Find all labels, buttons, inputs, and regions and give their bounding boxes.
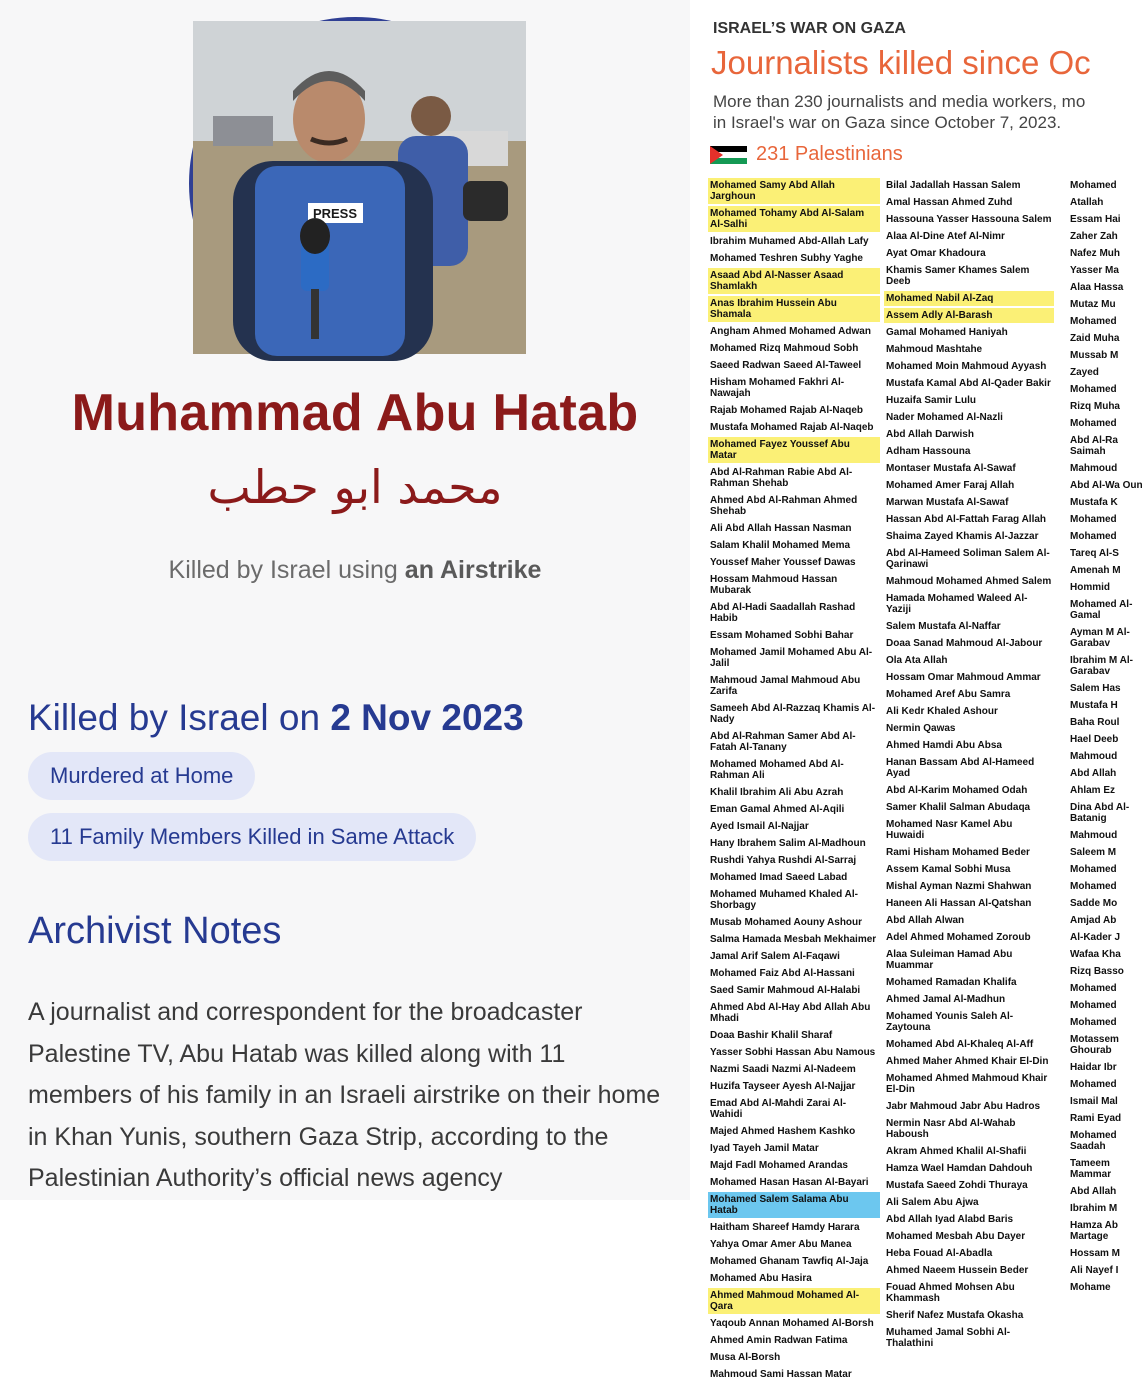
- journalist-name: Khalil Ibrahim Ali Abu Azrah: [710, 787, 844, 798]
- journalist-name: Abd Allah Iyad Alabd Baris: [886, 1214, 1014, 1225]
- journalist-name: Saed Samir Mahmoud Al-Halabi: [710, 985, 861, 996]
- journalist-name: Assem Kamal Sobhi Musa: [886, 864, 1011, 875]
- journalist-name: Ahmed Hamdi Abu Absa: [886, 740, 1002, 751]
- journalist-name: Mohamed Abd Al-Khaleq Al-Aff: [886, 1039, 1034, 1050]
- tag-family-killed[interactable]: 11 Family Members Killed in Same Attack: [28, 813, 476, 861]
- journalist-name: Mustafa H: [1070, 700, 1118, 711]
- journalist-name: Ahmed Abd Al-Rahman Ahmed Shehab: [710, 495, 858, 517]
- journalist-name: Mohamed Younis Saleh Al-Zaytouna: [886, 1011, 1014, 1033]
- journalist-name: Musab Mohamed Aouny Ashour: [710, 917, 863, 928]
- journalist-name: Fouad Ahmed Mohsen Abu Khammash: [886, 1282, 1015, 1304]
- journalist-name: Mishal Ayman Nazmi Shahwan: [886, 881, 1032, 892]
- journalist-name: Hassan Abd Al-Fattah Farag Allah: [886, 514, 1047, 525]
- journalist-name: Mohamed Nasr Kamel Abu Huwaidi: [886, 819, 1013, 841]
- journalist-name: Mohamed Teshren Subhy Yaghe: [710, 253, 863, 264]
- journalist-name: Tareq Al-S: [1070, 548, 1119, 559]
- journalist-name: Hamza Wael Hamdan Dahdouh: [886, 1163, 1033, 1174]
- journalist-name: Nermin Qawas: [886, 723, 956, 734]
- journalist-name: Mohamed: [1070, 1000, 1117, 1011]
- journalist-name: Salam Khalil Mohamed Mema: [710, 540, 851, 551]
- notes-text: A journalist and correspondent for the broadcaster Palestine TV, Abu Hatab was killed along with 11 members of his family in an Israeli airstrike on their home in Khan Yunis, southern Gaza Strip, according to the Palestinian Authority’s official news agency: [28, 998, 661, 1192]
- subtitle-line-2: in Israel's war on Gaza since October 7, 2023.: [713, 113, 1062, 132]
- journalist-name: Tameem Mammar: [1070, 1158, 1112, 1180]
- journalist-name: Angham Ahmed Mohamed Adwan: [710, 326, 871, 337]
- journalist-name: Mohamed: [1070, 180, 1117, 191]
- palestinians-count: 231 Palestinians: [756, 143, 903, 165]
- journalist-name: Mahmoud Sami Hassan Matar: [710, 1369, 852, 1380]
- journalist-name: Mohamed: [1070, 1017, 1117, 1028]
- journalist-name: Abd Al-Rahman Samer Abd Al-Fatah Al-Tanany: [710, 731, 856, 753]
- journalist-name: Saleem M: [1070, 847, 1117, 858]
- journalist-name: Alaa Al-Dine Atef Al-Nimr: [886, 231, 1005, 242]
- journalist-name: Haneen Ali Hassan Al-Qatshan: [886, 898, 1032, 909]
- journalist-name: Sadde Mo: [1070, 898, 1118, 909]
- journalist-name: Mohamed: [1070, 983, 1117, 994]
- journalist-name: Hisham Mohamed Fakhri Al-Nawajah: [710, 377, 845, 399]
- journalist-name: Alaa Hassa: [1070, 282, 1124, 293]
- journalist-name: Abd Al-Wa Oun: [1070, 480, 1143, 491]
- subtitle-line-1: More than 230 journalists and media workers, mo: [713, 92, 1086, 111]
- journalist-name: Gamal Mohamed Haniyah: [886, 327, 1008, 338]
- journalist-name: Nazmi Saadi Nazmi Al-Nadeem: [710, 1064, 856, 1075]
- journalist-name: Abd Allah: [1070, 1186, 1117, 1197]
- journalist-name: Mustafa Saeed Zohdi Thuraya: [886, 1180, 1028, 1191]
- journalist-name: Mohamed: [1070, 384, 1117, 395]
- journalist-name: Mustafa K: [1070, 497, 1118, 508]
- journalist-name: Samer Khalil Salman Abudaqa: [886, 802, 1031, 813]
- journalist-name: Mohamed Ghanam Tawfiq Al-Jaja: [710, 1256, 869, 1267]
- journalist-name: Marwan Mustafa Al-Sawaf: [886, 497, 1009, 508]
- journalist-name: Haitham Shareef Hamdy Harara: [710, 1222, 860, 1233]
- journalist-name: Mahmoud: [1070, 463, 1118, 474]
- journalist-name: Jabr Mahmoud Jabr Abu Hadros: [886, 1101, 1041, 1112]
- journalist-name: Huzaifa Samir Lulu: [886, 395, 977, 406]
- journalist-name: Musa Al-Borsh: [710, 1352, 781, 1363]
- infographic-title: Journalists killed since Oc: [711, 44, 1091, 81]
- journalist-name: Nader Mohamed Al-Nazli: [886, 412, 1003, 423]
- names-column-3: [1068, 178, 1148, 1297]
- journalist-name: Hossam M: [1070, 1248, 1121, 1259]
- journalist-name: Huzifa Tayseer Ayesh Al-Najjar: [710, 1081, 856, 1092]
- journalist-name: Sherif Nafez Mustafa Okasha: [886, 1310, 1024, 1321]
- names-column-2: [884, 178, 1054, 1353]
- journalist-name: Amenah M: [1070, 565, 1121, 576]
- journalist-name: Wafaa Kha: [1070, 949, 1121, 960]
- journalist-name: Hael Deeb: [1070, 734, 1119, 745]
- journalist-name: Adel Ahmed Mohamed Zoroub: [886, 932, 1031, 943]
- journalist-name: Mohamed: [1070, 531, 1117, 542]
- names-column-1: [708, 178, 880, 1384]
- journalist-name: Salem Has: [1070, 683, 1121, 694]
- journalist-name: Ahmed Naeem Hussein Beder: [886, 1265, 1029, 1276]
- name-arabic: محمد ابو حطب: [207, 460, 503, 514]
- journalist-name: Abd Allah: [1070, 768, 1117, 779]
- journalist-name: Mohamed Imad Saeed Labad: [710, 872, 848, 883]
- journalist-name: Shaima Zayed Khamis Al-Jazzar: [886, 531, 1039, 542]
- journalist-name: Ayman M Al-Garabav: [1070, 627, 1130, 649]
- journalist-name: Alaa Suleiman Hamad Abu Muammar: [886, 949, 1013, 971]
- journalist-name: Mohamed Fayez Youssef Abu Matar: [708, 437, 880, 463]
- journalist-name: Ayat Omar Khadoura: [886, 248, 986, 259]
- journalist-name: Heba Fouad Al-Abadla: [886, 1248, 993, 1259]
- journalist-name: Rajab Mohamed Rajab Al-Naqeb: [710, 405, 863, 416]
- infographic-image: [690, 0, 1143, 1380]
- journalist-name: Doaa Bashir Khalil Sharaf: [710, 1030, 833, 1041]
- journalist-name: Mohamed Amer Faraj Allah: [886, 480, 1015, 491]
- journalist-name: Montaser Mustafa Al-Sawaf: [886, 463, 1016, 474]
- journalist-name: Haidar Ibr: [1070, 1062, 1117, 1073]
- journalist-name: Mahmoud Mashtahe: [886, 344, 983, 355]
- journalist-name: Hamada Mohamed Waleed Al-Yaziji: [886, 593, 1028, 615]
- killed-by-line: [0, 556, 710, 585]
- date-prefix: Killed by Israel on: [28, 697, 321, 738]
- journalist-name: Khamis Samer Khames Salem Deeb: [886, 265, 1030, 287]
- journalist-name: Rizq Basso: [1070, 966, 1124, 977]
- journalist-name: Mutaz Mu: [1070, 299, 1116, 310]
- journalist-name: Hanan Bassam Abd Al-Hameed Ayad: [886, 757, 1035, 779]
- journalist-name: Mustafa Mohamed Rajab Al-Naqeb: [710, 422, 874, 433]
- journalist-name: Rushdi Yahya Rushdi Al-Sarraj: [710, 855, 857, 866]
- journalist-name: Mohamed Jamil Mohamed Abu Al-Jalil: [710, 647, 873, 669]
- journalist-name: Eman Gamal Ahmed Al-Aqili: [710, 804, 845, 815]
- journalist-name: Al-Kader J: [1070, 932, 1121, 943]
- journalist-name: Zayed: [1070, 367, 1099, 378]
- journalist-name: Mohamed Rizq Mahmoud Sobh: [710, 343, 859, 354]
- journalist-name: Ahmed Jamal Al-Madhun: [886, 994, 1006, 1005]
- journalist-name: Assem Adly Al-Barash: [884, 308, 1054, 323]
- journalist-name: Mohamed Tohamy Abd Al-Salam Al-Salhi: [708, 206, 880, 232]
- journalist-name: Akram Ahmed Khalil Al-Shafii: [886, 1146, 1027, 1157]
- journalist-name: Mohamed Nabil Al-Zaq: [884, 291, 1054, 306]
- journalist-name: Abd Allah Darwish: [886, 429, 974, 440]
- infographic-subtitle: [713, 91, 1133, 133]
- journalist-name: Ahmed Abd Al-Hay Abd Allah Abu Mhadi: [710, 1002, 871, 1024]
- notes-title: Archivist Notes: [28, 910, 282, 952]
- journalist-name: Ali Salem Abu Ajwa: [886, 1197, 979, 1208]
- journalist-name: Abd Al-Karim Mohamed Odah: [886, 785, 1028, 796]
- journalist-name: Rami Hisham Mohamed Beder: [886, 847, 1030, 858]
- journalist-name: Majed Ahmed Hashem Kashko: [710, 1126, 856, 1137]
- name-english: Muhammad Abu Hatab: [71, 384, 639, 442]
- journalist-name: Abd Al-Hadi Saadallah Rashad Habib: [710, 602, 856, 624]
- journalist-name: Ayed Ismail Al-Najjar: [710, 821, 809, 832]
- journalist-name: Mohamed Muhamed Khaled Al-Shorbagy: [710, 889, 858, 911]
- journalist-name: Motassem Ghourab: [1070, 1034, 1119, 1056]
- journalist-photo: [193, 21, 526, 354]
- journalist-name: Mohamed Mohamed Abd Al-Rahman Ali: [710, 759, 844, 781]
- journalist-name: Ibrahim M Al-Garabav: [1070, 655, 1133, 677]
- journalist-name: Hamza Ab Martage: [1070, 1220, 1118, 1242]
- journalist-name: Mohamed Abu Hasira: [710, 1273, 812, 1284]
- journalist-name: Ola Ata Allah: [886, 655, 948, 666]
- journalist-name: Yahya Omar Amer Abu Manea: [710, 1239, 852, 1250]
- journalist-name: Asaad Abd Al-Nasser Asaad Shamlakh: [708, 268, 880, 294]
- journalist-name: Iyad Tayeh Jamil Matar: [710, 1143, 819, 1154]
- journalist-name: Emad Abd Al-Mahdi Zarai Al-Wahidi: [710, 1098, 847, 1120]
- journalist-name: Ahmed Amin Radwan Fatima: [710, 1335, 848, 1346]
- journalist-name: Mahmoud: [1070, 830, 1118, 841]
- journalist-name: Ahlam Ez: [1070, 785, 1116, 796]
- journalist-name: Hossam Mahmoud Hassan Mubarak: [710, 574, 838, 596]
- infographic-kicker: ISRAEL’S WAR ON GAZA: [713, 20, 906, 37]
- journalist-name: Mohamed Ahmed Mahmoud Khair El-Din: [886, 1073, 1048, 1095]
- journalist-name: Mohamed: [1070, 418, 1117, 429]
- journalist-name: Mahmoud Mohamed Ahmed Salem: [886, 576, 1052, 587]
- journalist-name: Mohame: [1070, 1282, 1111, 1293]
- journalist-name: Ali Nayef I: [1070, 1265, 1119, 1276]
- journalist-name: Yasser Sobhi Hassan Abu Namous: [710, 1047, 876, 1058]
- journalist-name: Nermin Nasr Abd Al-Wahab Haboush: [886, 1118, 1016, 1140]
- journalist-name: Mohamed Mesbah Abu Dayer: [886, 1231, 1026, 1242]
- journalist-name: Anas Ibrahim Hussein Abu Shamala: [708, 296, 880, 322]
- press-label: PRESS: [312, 206, 358, 221]
- journalist-name: Yasser Ma: [1070, 265, 1119, 276]
- journalist-name: Rizq Muha: [1070, 401, 1120, 412]
- journalist-name: Abd Al-Ra Saimah: [1070, 435, 1118, 457]
- journalist-name: Abd Allah Alwan: [886, 915, 965, 926]
- journalist-name: Essam Hai: [1070, 214, 1121, 225]
- journalist-name: Mohamed Ramadan Khalifa: [886, 977, 1017, 988]
- journalist-name: Doaa Sanad Mahmoud Al-Jabour: [886, 638, 1043, 649]
- journalist-name: Hassouna Yasser Hassouna Salem: [886, 214, 1052, 225]
- journalist-name: Amal Hassan Ahmed Zuhd: [886, 197, 1013, 208]
- journalist-name: Hossam Omar Mahmoud Ammar: [886, 672, 1041, 683]
- journalist-name: Baha Roul: [1070, 717, 1120, 728]
- palestine-flag-icon: [710, 146, 747, 164]
- journalist-name: Yaqoub Annan Mohamed Al-Borsh: [710, 1318, 874, 1329]
- journalist-name: Mohamed Saadah: [1070, 1130, 1117, 1152]
- journalist-name: Mohamed Moin Mahmoud Ayyash: [886, 361, 1047, 372]
- journalist-name: Mohamed: [1070, 881, 1117, 892]
- journalist-name: Adham Hassouna: [886, 446, 971, 457]
- journalist-name: Mohamed Al-Gamal: [1070, 599, 1133, 621]
- journalist-name: Youssef Maher Youssef Dawas: [710, 557, 856, 568]
- journalist-name: Sameeh Abd Al-Razzaq Khamis Al-Nady: [710, 703, 876, 725]
- journalist-name: Atallah: [1070, 197, 1104, 208]
- journalist-name: Mahmoud Jamal Mahmoud Abu Zarifa: [710, 675, 861, 697]
- journalist-name: Ahmed Maher Ahmed Khair El-Din: [886, 1056, 1049, 1067]
- journalist-name: Muhamed Jamal Sobhi Al-Thalathini: [886, 1327, 1011, 1349]
- journalist-name: Ali Kedr Khaled Ashour: [886, 706, 998, 717]
- journalist-name: Nafez Muh: [1070, 248, 1120, 259]
- journalist-name: Saeed Radwan Saeed Al-Taweel: [710, 360, 862, 371]
- journalist-name: Ali Abd Allah Hassan Nasman: [710, 523, 852, 534]
- journalist-name: Jamal Arif Salem Al-Faqawi: [710, 951, 840, 962]
- journalist-name: Ahmed Mahmoud Mohamed Al-Qara: [708, 1288, 880, 1314]
- journalist-name: Mohamed: [1070, 1079, 1117, 1090]
- journalist-name: Rami Eyad: [1070, 1113, 1122, 1124]
- journalist-name: Ismail Mal: [1070, 1096, 1118, 1107]
- journalist-name: Mohamed: [1070, 514, 1117, 525]
- killed-by-method: an Airstrike: [404, 556, 542, 584]
- killed-by-prefix: Killed by Israel using: [168, 556, 398, 584]
- journalist-name: Ibrahim M: [1070, 1203, 1118, 1214]
- tag-murdered-at-home[interactable]: Murdered at Home: [28, 752, 255, 800]
- date-value: 2 Nov 2023: [330, 697, 524, 738]
- date-heading: [28, 697, 524, 739]
- journalist-name: Amjad Ab: [1070, 915, 1117, 926]
- journalist-name: Hommid: [1070, 582, 1110, 593]
- journalist-name: Abd Al-Rahman Rabie Abd Al-Rahman Shehab: [710, 467, 853, 489]
- journalist-name: Mohamed Faiz Abd Al-Hassani: [710, 968, 855, 979]
- journalist-name: Majd Fadl Mohamed Arandas: [710, 1160, 848, 1171]
- journalist-name: Mohamed Hasan Hasan Al-Bayari: [710, 1177, 869, 1188]
- journalist-name: Mahmoud: [1070, 751, 1118, 762]
- journalist-name: Salma Hamada Mesbah Mekhaimer: [710, 934, 877, 945]
- journalist-name: Salem Mustafa Al-Naffar: [886, 621, 1001, 632]
- journalist-name: Mohamed: [1070, 864, 1117, 875]
- journalist-name: Mustafa Kamal Abd Al-Qader Bakir: [886, 378, 1051, 389]
- avatar: [189, 17, 522, 350]
- journalist-name: Mohamed Salem Salama Abu Hatab: [708, 1192, 880, 1218]
- journalist-name: Zaid Muha: [1070, 333, 1120, 344]
- journalist-name: Mohamed: [1070, 316, 1117, 327]
- journalist-name: Mussab M: [1070, 350, 1119, 361]
- journalist-name: Dina Abd Al-Batanig: [1070, 802, 1130, 824]
- journalist-name: Bilal Jadallah Hassan Salem: [886, 180, 1021, 191]
- journalist-name: Zaher Zah: [1070, 231, 1118, 242]
- journalist-name: Mohamed Aref Abu Samra: [886, 689, 1011, 700]
- journalist-name: Mohamed Samy Abd Allah Jarghoun: [708, 178, 880, 204]
- journalist-name: Ibrahim Muhamed Abd-Allah Lafy: [710, 236, 869, 247]
- journalist-name: Abd Al-Hameed Soliman Salem Al-Qarinawi: [886, 548, 1050, 570]
- journalist-name: Essam Mohamed Sobhi Bahar: [710, 630, 854, 641]
- journalist-name: Hany Ibrahem Salim Al-Madhoun: [710, 838, 866, 849]
